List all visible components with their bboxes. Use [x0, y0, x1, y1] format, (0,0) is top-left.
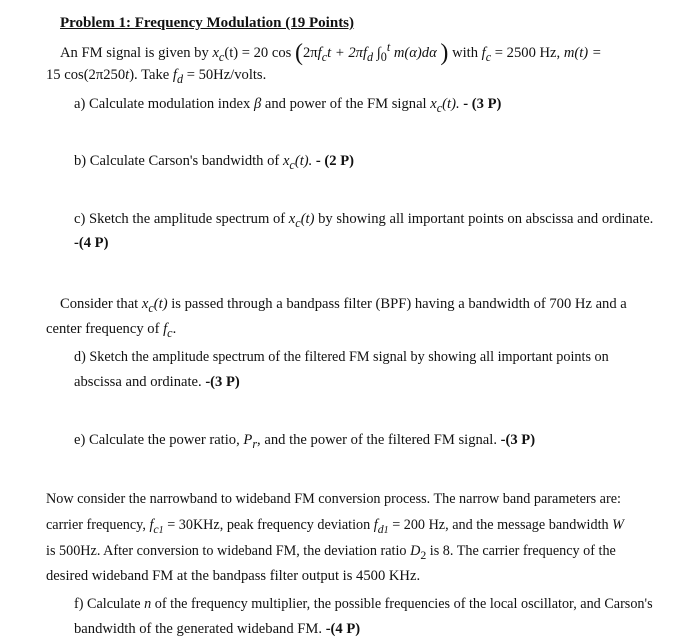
points-f: -(4 P) — [325, 621, 361, 637]
part-d-line-2: abscissa and ordinate. -(3 P) — [74, 374, 240, 390]
part-b: b) Calculate Carson's bandwidth of $x_c(t)$. - (2 P) — [74, 153, 355, 172]
nb-line-3: is 500Hz. After conversion to wideband FM, the deviation ratio $D_2$ is 8. The carrier frequency of the — [46, 543, 616, 562]
nb-line-4: desired wideband FM at the bandpass filter output is 4500 KHz. — [46, 568, 421, 584]
intro-line-2: 15 cos(2π250t). Take $f_d$ = 50Hz/volts. — [46, 67, 267, 86]
points-b: - (2 P) — [315, 153, 355, 169]
points-c: -(4 P) — [74, 235, 109, 251]
intro-lead: An FM signal is given by — [60, 44, 209, 61]
points-d: -(3 P) — [205, 374, 240, 390]
problem-title: Problem 1: Frequency Modulation (19 Points) — [60, 15, 355, 31]
nb-line-2: carrier frequency, $f_{c1} = 30KHz$, peak frequency deviation $f_{d1} = 200$ Hz, and the message bandwidth W — [46, 517, 624, 536]
bpf-line-1: Consider that $x_c(t)$ is passed through a bandpass filter (BPF) having a bandwidth of 700 Hz and a — [60, 296, 627, 315]
part-e: e) Calculate the power ratio, $P_r$, and the power of the filtered FM signal. -(3 P) — [74, 432, 536, 451]
part-f-line-2: bandwidth of the generated wideband FM. -(4 P) — [74, 621, 361, 637]
part-a: a) Calculate modulation index β and power of the FM signal $x_c(t)$. - (3 P) — [74, 96, 502, 115]
part-d-line-1: d) Sketch the amplitude spectrum of the filtered FM signal by showing all important points on — [74, 349, 609, 365]
nb-line-1: Now consider the narrowband to wideband FM conversion process. The narrow band parameters are: — [46, 491, 621, 507]
intro-line-1: An FM signal is given by $x_c(t) = 20$ $\cos (2\pi f_ct + 2\pi f_d$ $\int_0^t$ m(α)dα ) with $f_c = 2500$ Hz, m(t) = — [60, 39, 602, 66]
part-f-line-1: f) Calculate n of the frequency multiplier, the possible frequencies of the local oscillator, and Carson's — [74, 596, 653, 612]
part-c: c) Sketch the amplitude spectrum of $x_c(t)$ by showing all important points on abscissa and ordinate. — [74, 211, 654, 230]
bpf-line-2: center frequency of $f_c$. — [46, 321, 177, 340]
points-e: -(3 P) — [500, 432, 536, 448]
integrand: m(α)dα — [393, 44, 437, 61]
xc-symbol: x — [212, 44, 219, 61]
points-a: - (3 P) — [463, 96, 502, 112]
